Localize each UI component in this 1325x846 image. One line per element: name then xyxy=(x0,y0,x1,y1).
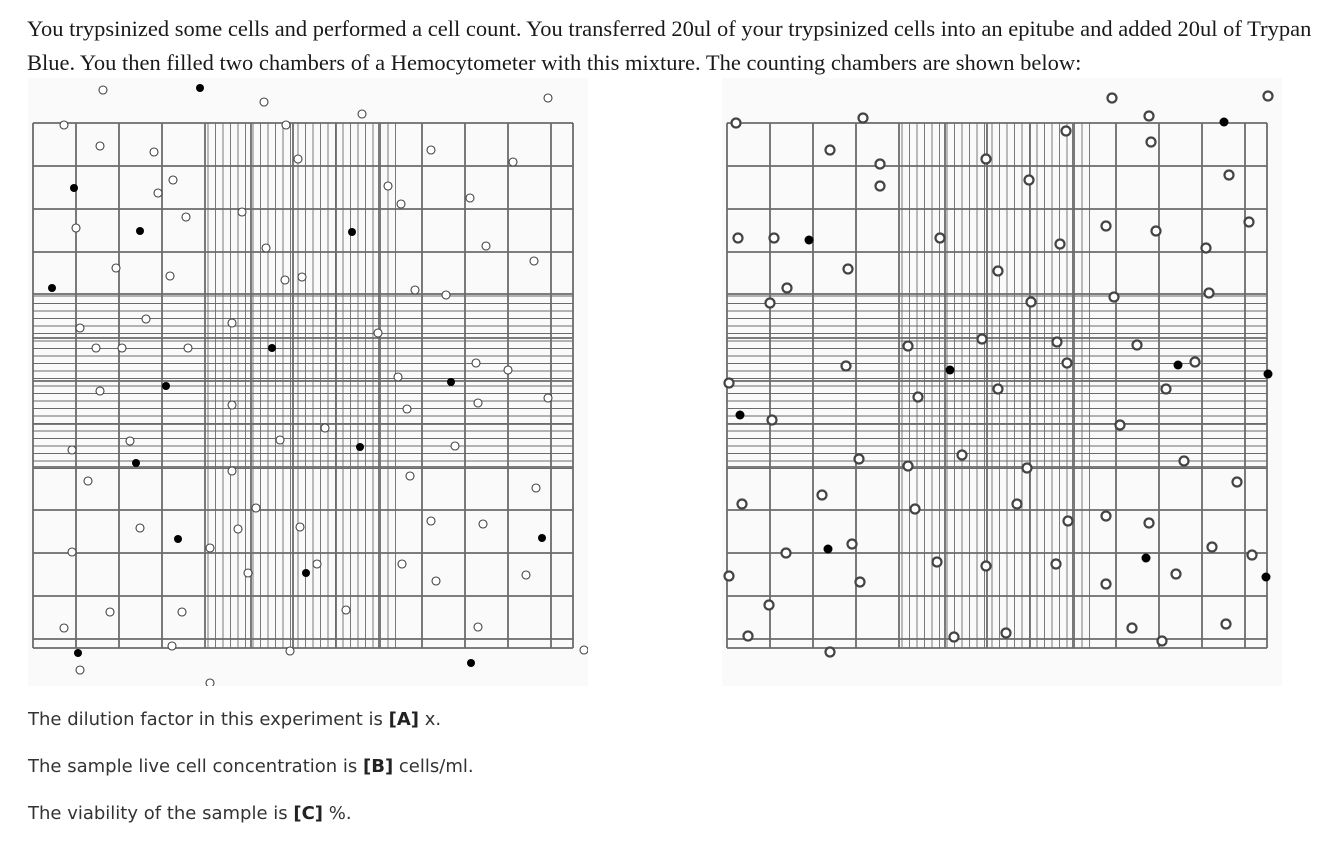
live-cell xyxy=(1056,240,1065,249)
live-cell xyxy=(321,424,329,432)
live-cell xyxy=(826,146,835,155)
live-cell xyxy=(96,387,104,395)
live-cell xyxy=(522,571,530,579)
live-cell xyxy=(1152,227,1161,236)
live-cell xyxy=(950,633,959,642)
live-cell xyxy=(99,86,107,94)
live-cell xyxy=(544,94,552,102)
live-cell xyxy=(1025,176,1034,185)
dead-cell xyxy=(946,366,955,375)
live-cell xyxy=(848,540,857,549)
live-cell xyxy=(451,442,459,450)
live-cell xyxy=(1110,293,1119,302)
live-cell xyxy=(876,182,885,191)
live-cell xyxy=(532,484,540,492)
live-cell xyxy=(398,560,406,568)
live-cell xyxy=(1052,560,1061,569)
live-cell xyxy=(1108,94,1117,103)
live-cell xyxy=(1013,500,1022,509)
live-cell xyxy=(1023,464,1032,473)
answer-b-suffix: cells/ml. xyxy=(393,756,474,777)
dead-cell xyxy=(174,535,182,543)
live-cell xyxy=(474,623,482,631)
live-cell xyxy=(68,548,76,556)
live-cell xyxy=(580,646,588,654)
live-cell xyxy=(958,451,967,460)
live-cell xyxy=(818,491,827,500)
live-cell xyxy=(859,114,868,123)
dead-cell xyxy=(196,84,204,92)
live-cell xyxy=(1062,127,1071,136)
live-cell xyxy=(154,189,162,197)
live-cell xyxy=(92,344,100,352)
live-cell xyxy=(466,194,474,202)
live-cell xyxy=(936,234,945,243)
dead-cell xyxy=(805,236,814,245)
live-cell xyxy=(1063,359,1072,368)
live-cell xyxy=(474,399,482,407)
dead-cell xyxy=(1174,361,1183,370)
live-cell xyxy=(184,344,192,352)
dead-cell xyxy=(538,534,546,542)
live-cell xyxy=(72,224,80,232)
live-cell xyxy=(68,446,76,454)
live-cell xyxy=(1064,517,1073,526)
live-cell xyxy=(168,642,176,650)
live-cell xyxy=(482,242,490,250)
live-cell xyxy=(844,265,853,274)
answer-live-cell-concentration xyxy=(28,752,474,799)
live-cell xyxy=(982,562,991,571)
live-cell xyxy=(411,286,419,294)
live-cell xyxy=(544,394,552,402)
live-cell xyxy=(768,416,777,425)
live-cell xyxy=(118,344,126,352)
live-cell xyxy=(725,379,734,388)
live-cell xyxy=(281,276,289,284)
live-cell xyxy=(738,500,747,509)
live-cell xyxy=(244,569,252,577)
live-cell xyxy=(1102,580,1111,589)
dead-cell xyxy=(467,659,475,667)
live-cell xyxy=(734,234,743,243)
live-cell xyxy=(1172,570,1181,579)
live-cell xyxy=(238,208,246,216)
live-cell xyxy=(1205,289,1214,298)
dead-cell xyxy=(162,382,170,390)
live-cell xyxy=(504,366,512,374)
live-cell xyxy=(994,385,1003,394)
live-cell xyxy=(1222,620,1231,629)
question-text: You trypsinized some cells and performed a cell count. You transferred 20ul of your trypsinized cells into an epitube and added 20ul of Trypan Blue. You then filled two chambers of a Hemocytometer with this mixture. The counting chambers are shown below: xyxy=(27,16,1312,75)
live-cell xyxy=(106,608,114,616)
live-cell xyxy=(374,329,382,337)
live-cell xyxy=(427,146,435,154)
live-cell xyxy=(76,324,84,332)
live-cell xyxy=(826,648,835,657)
live-cell xyxy=(982,155,991,164)
live-cell xyxy=(904,462,913,471)
blank-b[interactable]: [B] xyxy=(363,756,394,777)
live-cell xyxy=(76,666,84,674)
live-cell xyxy=(1264,92,1273,101)
live-cell xyxy=(60,121,68,129)
live-cell xyxy=(1180,457,1189,466)
dead-cell xyxy=(824,545,833,554)
live-cell xyxy=(150,148,158,156)
dead-cell xyxy=(447,378,455,386)
live-cell xyxy=(1027,298,1036,307)
live-cell xyxy=(732,119,741,128)
live-cell xyxy=(1145,112,1154,121)
live-cell xyxy=(169,176,177,184)
live-cell xyxy=(479,520,487,528)
live-cell xyxy=(744,632,753,641)
live-cell xyxy=(1145,519,1154,528)
live-cell xyxy=(766,299,775,308)
live-cell xyxy=(384,182,392,190)
live-cell xyxy=(1233,478,1242,487)
live-cell xyxy=(406,472,414,480)
live-cell xyxy=(206,679,214,686)
live-cell xyxy=(442,291,450,299)
live-cell xyxy=(136,524,144,532)
dead-cell xyxy=(70,184,78,192)
live-cell xyxy=(1202,244,1211,253)
dead-cell xyxy=(132,459,140,467)
live-cell xyxy=(1133,341,1142,350)
live-cell xyxy=(782,549,791,558)
live-cell xyxy=(1248,551,1257,560)
chamber-right-grid xyxy=(722,78,1282,686)
live-cell xyxy=(1162,385,1171,394)
hemocytometer-chamber-right xyxy=(722,78,1282,686)
live-cell xyxy=(1158,637,1167,646)
dead-cell xyxy=(48,284,56,292)
live-cell xyxy=(770,234,779,243)
live-cell xyxy=(142,315,150,323)
live-cell xyxy=(252,504,260,512)
live-cell xyxy=(228,467,236,475)
dead-cell xyxy=(348,228,356,236)
live-cell xyxy=(725,572,734,581)
live-cell xyxy=(403,405,411,413)
live-cell xyxy=(1245,218,1254,227)
live-cell xyxy=(294,155,302,163)
live-cell xyxy=(1116,421,1125,430)
live-cell xyxy=(228,401,236,409)
live-cell xyxy=(855,455,864,464)
hemocytometer-chamber-left xyxy=(28,78,588,686)
live-cell xyxy=(911,505,920,514)
live-cell xyxy=(1102,222,1111,231)
live-cell xyxy=(1225,171,1234,180)
live-cell xyxy=(1002,629,1011,638)
answer-c-prefix: The viability of the sample is xyxy=(28,803,294,824)
answer-viability xyxy=(28,799,474,846)
answer-list xyxy=(28,705,474,846)
live-cell xyxy=(296,523,304,531)
live-cell xyxy=(1053,338,1062,347)
live-cell xyxy=(84,477,92,485)
live-cell xyxy=(856,578,865,587)
live-cell xyxy=(182,213,190,221)
live-cell xyxy=(994,267,1003,276)
live-cell xyxy=(904,342,913,351)
dead-cell xyxy=(1264,370,1273,379)
live-cell xyxy=(178,608,186,616)
live-cell xyxy=(1191,358,1200,367)
answer-c-suffix: %. xyxy=(323,803,352,824)
live-cell xyxy=(166,272,174,280)
live-cell xyxy=(530,257,538,265)
live-cell xyxy=(60,624,68,632)
live-cell xyxy=(262,244,270,252)
live-cell xyxy=(783,284,792,293)
dead-cell xyxy=(268,344,276,352)
live-cell xyxy=(1208,543,1217,552)
live-cell xyxy=(509,158,517,166)
live-cell xyxy=(933,558,942,567)
live-cell xyxy=(765,601,774,610)
live-cell xyxy=(298,273,306,281)
dead-cell xyxy=(1142,554,1151,563)
live-cell xyxy=(228,319,236,327)
live-cell xyxy=(260,98,268,106)
live-cell xyxy=(876,160,885,169)
answer-a-suffix: x. xyxy=(419,709,442,730)
live-cell xyxy=(842,362,851,371)
live-cell xyxy=(397,200,405,208)
live-cell xyxy=(472,359,480,367)
dead-cell xyxy=(736,411,745,420)
answer-dilution-factor xyxy=(28,705,474,752)
live-cell xyxy=(286,647,294,655)
live-cell xyxy=(276,436,284,444)
live-cell xyxy=(234,525,242,533)
live-cell xyxy=(432,577,440,585)
live-cell xyxy=(96,142,104,150)
live-cell xyxy=(358,110,366,118)
answer-b-prefix: The sample live cell concentration is xyxy=(28,756,363,777)
live-cell xyxy=(978,335,987,344)
live-cell xyxy=(342,606,350,614)
dead-cell xyxy=(1262,573,1271,582)
live-cell xyxy=(394,373,402,381)
live-cell xyxy=(112,264,120,272)
blank-c[interactable]: [C] xyxy=(293,803,324,824)
dead-cell xyxy=(302,569,310,577)
live-cell xyxy=(313,560,321,568)
chamber-left-grid xyxy=(28,78,588,686)
live-cell xyxy=(1128,624,1137,633)
live-cell xyxy=(1102,512,1111,521)
dead-cell xyxy=(74,649,82,657)
live-cell xyxy=(206,544,214,552)
live-cell xyxy=(282,121,290,129)
live-cell xyxy=(126,437,134,445)
dead-cell xyxy=(1220,118,1229,127)
live-cell xyxy=(427,517,435,525)
answer-a-prefix: The dilution factor in this experiment is xyxy=(28,709,389,730)
blank-a[interactable]: [A] xyxy=(388,709,419,730)
live-cell xyxy=(1147,138,1156,147)
dead-cell xyxy=(136,227,144,235)
dead-cell xyxy=(356,443,364,451)
live-cell xyxy=(914,393,923,402)
